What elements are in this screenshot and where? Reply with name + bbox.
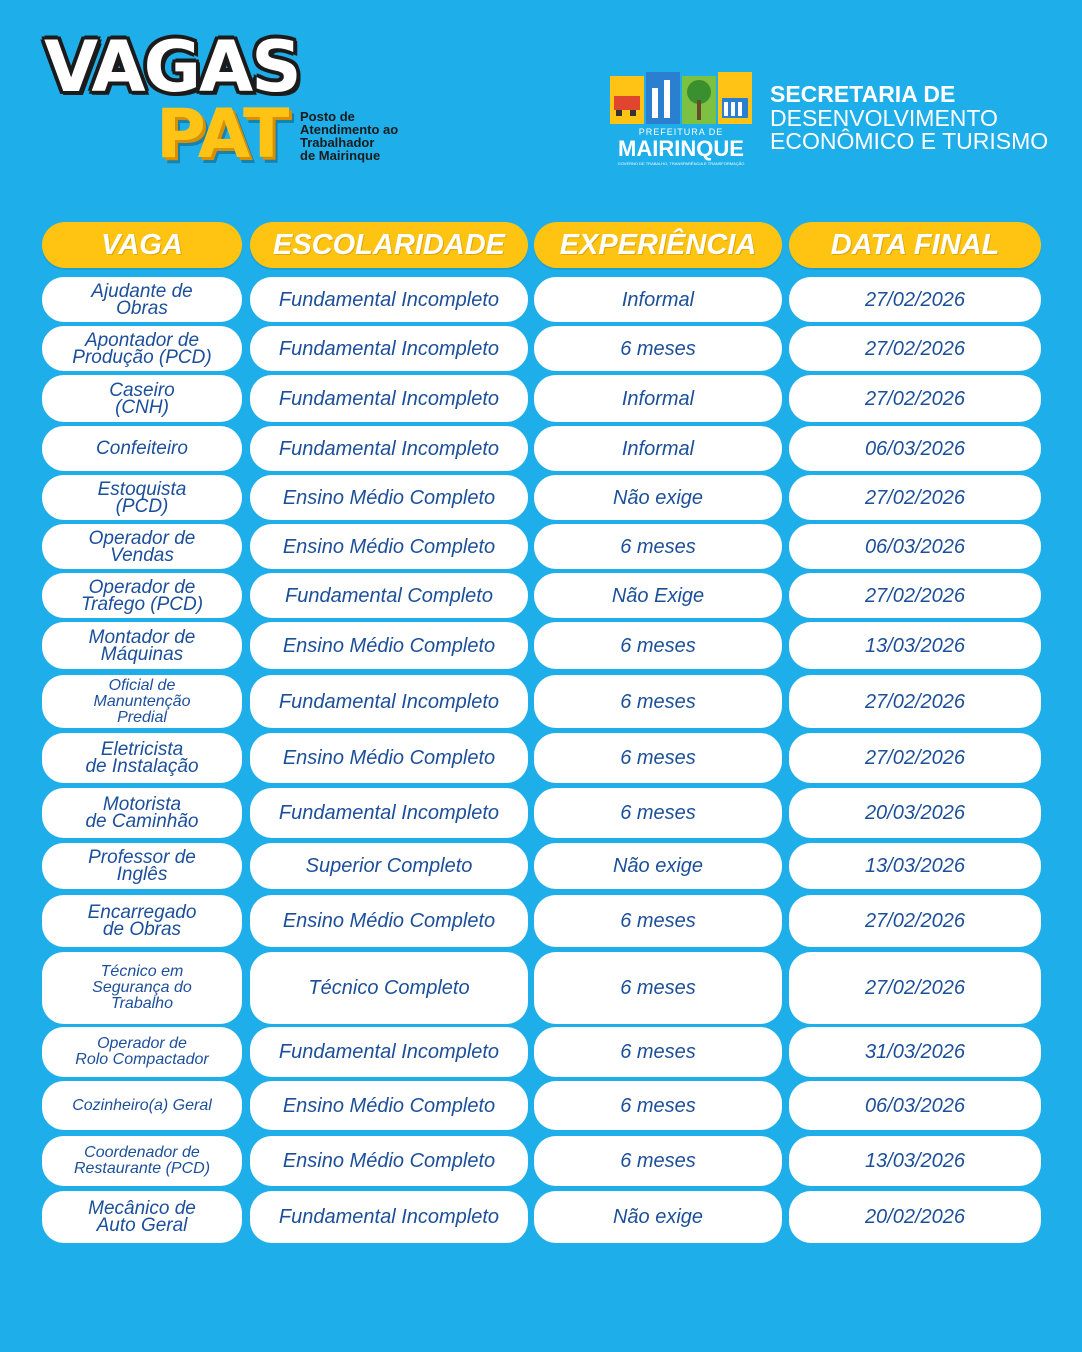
table-header — [42, 222, 1042, 270]
cell-vaga — [42, 788, 242, 838]
vaga-line: Oficial de — [108, 676, 176, 694]
cell-data: 13/03/2026 — [789, 622, 1041, 669]
cell-data: 27/02/2026 — [789, 675, 1041, 728]
brand-subtitle-line: Posto de — [300, 109, 355, 124]
cell-escolaridade: Fundamental Completo — [250, 573, 528, 618]
logo-prefeitura-label: PREFEITURA DE — [638, 127, 724, 137]
cell-escolaridade: Ensino Médio Completo — [250, 895, 528, 947]
prefeitura-logo — [606, 70, 756, 170]
vaga-line: Obras — [116, 297, 168, 319]
vaga-line: Rolo Compactador — [75, 1051, 209, 1068]
cell-escolaridade: Ensino Médio Completo — [250, 475, 528, 520]
cell-experiencia: Não exige — [534, 843, 782, 889]
cell-vaga — [42, 426, 242, 471]
header-data-final: DATA FINAL — [789, 222, 1041, 268]
vaga-line: Eletricista — [100, 739, 184, 760]
cell-experiencia: 6 meses — [534, 788, 782, 838]
cell-experiencia: 6 meses — [534, 524, 782, 569]
cell-vaga — [42, 475, 242, 520]
cell-experiencia: 6 meses — [534, 326, 782, 371]
cell-experiencia: Informal — [534, 277, 782, 322]
cell-data: 13/03/2026 — [789, 1136, 1041, 1186]
vaga-line: Segurança do — [92, 979, 192, 996]
cell-data: 27/02/2026 — [789, 277, 1041, 322]
vaga-line: Máquinas — [100, 643, 184, 665]
cell-escolaridade: Fundamental Incompleto — [250, 277, 528, 322]
cell-experiencia: 6 meses — [534, 675, 782, 728]
cell-escolaridade: Fundamental Incompleto — [250, 426, 528, 471]
city-emblem-icon — [610, 70, 752, 128]
header-vaga: VAGA — [42, 222, 242, 268]
vaga-line: Produção (PCD) — [72, 346, 212, 368]
cell-data: 27/02/2026 — [789, 375, 1041, 422]
cell-data: 27/02/2026 — [789, 895, 1041, 947]
cell-vaga — [42, 843, 242, 889]
cell-escolaridade: Ensino Médio Completo — [250, 1136, 528, 1186]
cell-vaga — [42, 277, 242, 322]
secretaria-line: SECRETARIA DE — [770, 81, 956, 107]
cell-data: 31/03/2026 — [789, 1027, 1041, 1077]
cell-experiencia: 6 meses — [534, 733, 782, 783]
vaga-line: Motorista — [102, 794, 182, 815]
vaga-line: Caseiro — [109, 379, 175, 401]
secretaria-line: DESENVOLVIMENTO — [770, 105, 998, 131]
cell-vaga — [42, 675, 242, 728]
cell-vaga — [42, 326, 242, 371]
vaga-line: Operador de — [88, 576, 196, 598]
cell-experiencia: Informal — [534, 426, 782, 471]
cell-escolaridade: Ensino Médio Completo — [250, 1081, 528, 1130]
cell-experiencia: 6 meses — [534, 895, 782, 947]
brand-subtitle-line: Trabalhador — [300, 135, 375, 150]
cell-vaga — [42, 622, 242, 669]
vaga-line: de Caminhão — [85, 811, 199, 832]
cell-escolaridade: Fundamental Incompleto — [250, 675, 528, 728]
cell-data: 06/03/2026 — [789, 426, 1041, 471]
cell-escolaridade: Superior Completo — [250, 843, 528, 889]
cell-experiencia: 6 meses — [534, 622, 782, 669]
vaga-line: Professor de — [88, 847, 196, 868]
vaga-line: (CNH) — [115, 396, 169, 418]
cell-escolaridade: Fundamental Incompleto — [250, 375, 528, 422]
brand-subtitle-line: Atendimento ao — [300, 122, 399, 137]
vaga-line: Operador de — [88, 527, 196, 549]
header-experiencia: EXPERIÊNCIA — [534, 222, 782, 268]
cell-escolaridade: Fundamental Incompleto — [250, 326, 528, 371]
brand-subtitle-line: de Mairinque — [300, 148, 381, 163]
cell-experiencia: Não exige — [534, 1191, 782, 1243]
cell-data: 20/02/2026 — [789, 1191, 1041, 1243]
vaga-line: Confeiteiro — [96, 438, 188, 459]
cell-data: 20/03/2026 — [789, 788, 1041, 838]
vaga-line: Mecânico de — [88, 1198, 196, 1219]
cell-data: 27/02/2026 — [789, 573, 1041, 618]
vaga-line: de Obras — [102, 919, 182, 940]
vaga-line: Cozinheiro(a) Geral — [72, 1096, 212, 1114]
vaga-line: Técnico em — [100, 963, 184, 980]
cell-experiencia: 6 meses — [534, 1081, 782, 1130]
cell-vaga — [42, 733, 242, 783]
cell-vaga — [42, 573, 242, 618]
vaga-line: Vendas — [110, 544, 174, 566]
brand-pat: PAT — [156, 95, 288, 174]
cell-data: 13/03/2026 — [789, 843, 1041, 889]
vaga-line: Trafego (PCD) — [80, 593, 204, 615]
cell-escolaridade: Fundamental Incompleto — [250, 788, 528, 838]
cell-vaga — [42, 952, 242, 1024]
vaga-line: Predial — [117, 708, 167, 726]
cell-escolaridade: Técnico Completo — [250, 952, 528, 1024]
vaga-line: Operador de — [97, 1035, 187, 1052]
vaga-line: Inglês — [116, 864, 168, 885]
cell-vaga — [42, 1081, 242, 1130]
cell-data: 27/02/2026 — [789, 475, 1041, 520]
cell-escolaridade: Ensino Médio Completo — [250, 622, 528, 669]
vaga-line: Restaurante (PCD) — [73, 1160, 211, 1177]
cell-experiencia: Informal — [534, 375, 782, 422]
cell-escolaridade: Fundamental Incompleto — [250, 1027, 528, 1077]
vaga-line: Trabalho — [111, 995, 173, 1012]
cell-vaga — [42, 1136, 242, 1186]
cell-experiencia: 6 meses — [534, 952, 782, 1024]
logo-city-name: MAIRINQUE — [618, 136, 744, 161]
vagas-pat-brand — [44, 28, 464, 178]
cell-experiencia: Não exige — [534, 475, 782, 520]
cell-data: 06/03/2026 — [789, 1081, 1041, 1130]
vaga-line: de Instalação — [85, 756, 199, 777]
cell-data: 27/02/2026 — [789, 326, 1041, 371]
vaga-line: Ajudante de — [91, 280, 193, 302]
cell-vaga — [42, 895, 242, 947]
cell-data: 27/02/2026 — [789, 733, 1041, 783]
cell-escolaridade: Ensino Médio Completo — [250, 733, 528, 783]
header-escolaridade: ESCOLARIDADE — [250, 222, 528, 268]
cell-vaga — [42, 1027, 242, 1077]
cell-data: 06/03/2026 — [789, 524, 1041, 569]
vaga-line: Encarregado — [87, 902, 197, 923]
cell-vaga — [42, 1191, 242, 1243]
vaga-line: (PCD) — [115, 495, 169, 517]
cell-escolaridade: Fundamental Incompleto — [250, 1191, 528, 1243]
cell-experiencia: 6 meses — [534, 1136, 782, 1186]
secretaria-line: ECONÔMICO E TURISMO — [770, 128, 1049, 154]
vaga-line: Manuntenção — [93, 692, 191, 710]
brand-subtitle — [300, 110, 470, 162]
cell-experiencia: 6 meses — [534, 1027, 782, 1077]
cell-vaga — [42, 375, 242, 422]
brand-title: VAGAS — [44, 26, 300, 108]
cell-escolaridade: Ensino Médio Completo — [250, 524, 528, 569]
cell-vaga — [42, 524, 242, 569]
cell-data: 27/02/2026 — [789, 952, 1041, 1024]
vaga-line: Estoquista — [97, 478, 187, 500]
secretaria-title — [770, 82, 1070, 153]
vaga-line: Coordenador de — [84, 1144, 200, 1161]
vaga-line: Montador de — [88, 626, 196, 648]
cell-experiencia: Não Exige — [534, 573, 782, 618]
vaga-line: Auto Geral — [96, 1215, 188, 1236]
logo-tagline: GOVERNO DE TRABALHO, TRANSPARÊNCIA E TRANSFORMAÇÃO — [617, 161, 745, 166]
vaga-line: Apontador de — [84, 329, 200, 351]
